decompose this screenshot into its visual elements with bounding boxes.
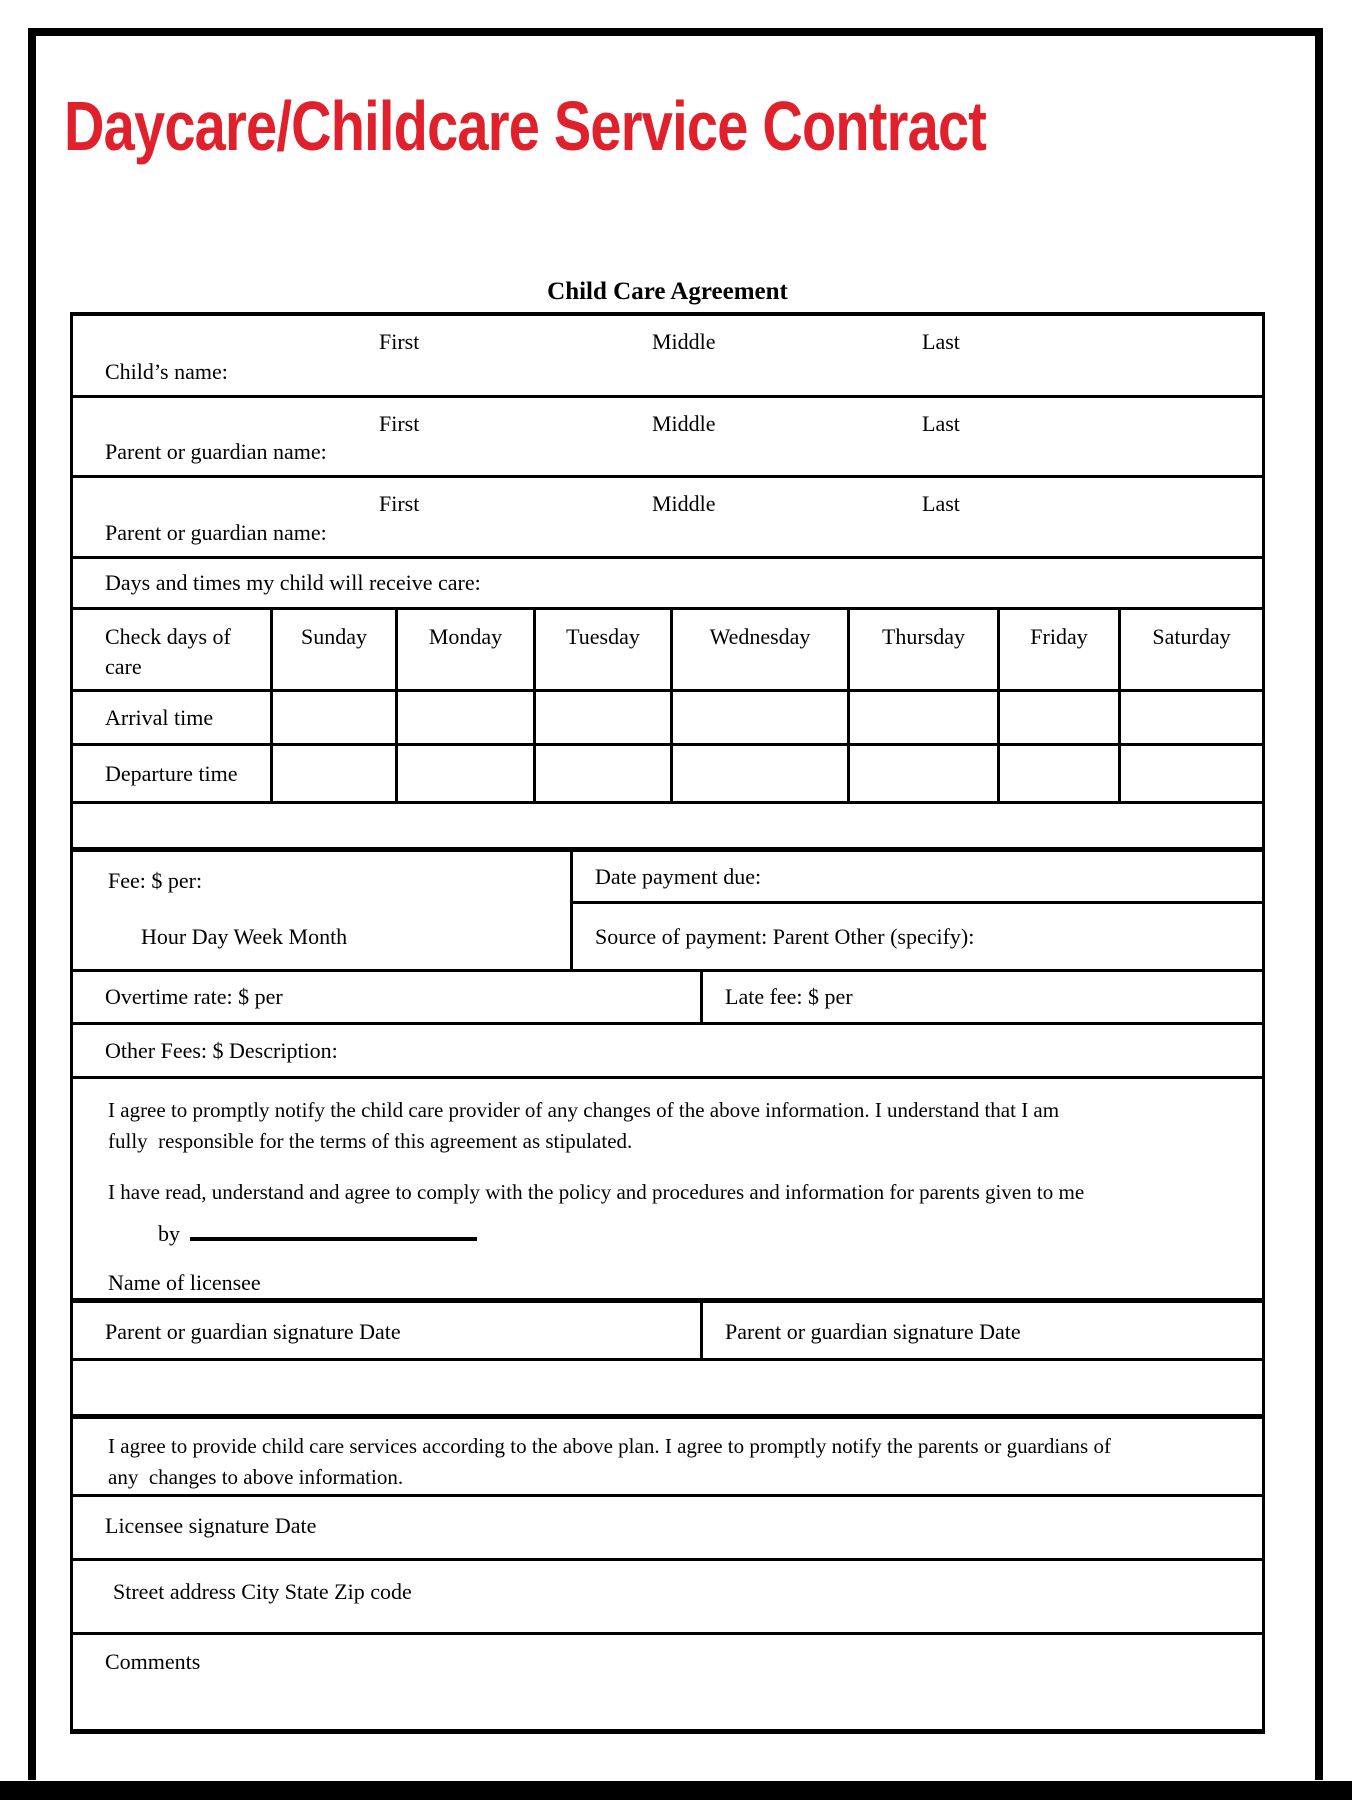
name-of-licensee-label: Name of licensee — [108, 1270, 261, 1295]
fee-units-label: Hour Day Week Month — [141, 924, 348, 949]
child-care-agreement-table — [70, 312, 1265, 1734]
fee-payment-row — [73, 850, 1262, 972]
parent-signature-label: Parent or guardian signature Date — [725, 1319, 1021, 1344]
date-payment-due-cell[interactable] — [573, 852, 1262, 904]
departure-cell-tuesday[interactable] — [533, 746, 670, 801]
departure-time-label: Departure time — [105, 760, 238, 786]
middle-name-column-label: Middle — [652, 491, 716, 516]
first-name-column-label: First — [379, 329, 420, 354]
departure-time-row — [73, 746, 1262, 804]
other-fees-row[interactable] — [73, 1025, 1262, 1079]
departure-cell-thursday[interactable] — [847, 746, 997, 801]
departure-cell-saturday[interactable] — [1118, 746, 1262, 801]
parent-agreement-cell — [73, 1079, 1262, 1301]
parent-signature-cell-right[interactable] — [700, 1303, 1262, 1358]
parent-signature-label: Parent or guardian signature Date — [105, 1319, 401, 1344]
form-heading: Child Care Agreement — [547, 278, 788, 305]
licensee-signature-row[interactable] — [73, 1497, 1262, 1561]
arrival-time-row — [73, 692, 1262, 746]
street-address-label: Street address City State Zip code — [113, 1579, 412, 1604]
provider-agreement-cell — [73, 1417, 1262, 1497]
arrival-cell-sunday[interactable] — [270, 692, 395, 743]
first-name-column-label: First — [379, 491, 420, 516]
last-name-column-label: Last — [922, 491, 960, 516]
day-header-tuesday: Tuesday — [533, 610, 670, 689]
fee-label: Fee: $ per: — [108, 868, 203, 893]
parent-signature-cell-left[interactable] — [73, 1303, 700, 1358]
source-of-payment-cell[interactable] — [573, 904, 1262, 969]
licensee-signature-label: Licensee signature Date — [105, 1513, 317, 1538]
day-header-saturday: Saturday — [1118, 610, 1262, 689]
departure-cell-monday[interactable] — [395, 746, 533, 801]
provider-text-line-1: I agree to provide child care services according to the above plan. I agree to promptly notify the parents or guardians of — [108, 1434, 1111, 1458]
parent-name-label: Parent or guardian name: — [105, 520, 327, 545]
street-address-row[interactable] — [73, 1561, 1262, 1635]
overtime-rate-label: Overtime rate: $ per — [105, 984, 283, 1009]
middle-name-column-label: Middle — [652, 329, 716, 354]
by-row — [158, 1221, 1242, 1247]
page-title: Daycare/Childcare Service Contract — [64, 87, 987, 165]
spacer-row — [73, 804, 1262, 850]
other-fees-label: Other Fees: $ Description: — [105, 1037, 338, 1063]
comments-row[interactable] — [73, 1635, 1262, 1729]
late-fee-label: Late fee: $ per — [725, 984, 853, 1009]
arrival-time-label: Arrival time — [105, 704, 214, 730]
middle-name-column-label: Middle — [652, 411, 716, 436]
parent-name-row-1[interactable] — [73, 398, 1262, 478]
child-name-label: Child’s name: — [105, 359, 228, 384]
overtime-latefee-row — [73, 972, 1262, 1025]
licensee-name-blank-line[interactable] — [190, 1223, 477, 1241]
day-header-row — [73, 610, 1262, 692]
arrival-cell-tuesday[interactable] — [533, 692, 670, 743]
agreement-text-line-2: fully responsible for the terms of this agreement as stipulated. — [108, 1129, 633, 1153]
day-header-thursday: Thursday — [847, 610, 997, 689]
departure-cell-friday[interactable] — [997, 746, 1118, 801]
payment-cell-group — [570, 852, 1262, 969]
parent-name-label: Parent or guardian name: — [105, 439, 327, 464]
departure-cell-sunday[interactable] — [270, 746, 395, 801]
last-name-column-label: Last — [922, 411, 960, 436]
overtime-rate-cell[interactable] — [73, 972, 700, 1022]
days-times-section-row — [73, 559, 1262, 610]
parent-signature-row — [73, 1301, 1262, 1361]
fee-cell[interactable] — [73, 852, 570, 969]
arrival-cell-friday[interactable] — [997, 692, 1118, 743]
day-header-friday: Friday — [997, 610, 1118, 689]
comments-label: Comments — [105, 1649, 201, 1674]
day-header-monday: Monday — [395, 610, 533, 689]
days-times-label: Days and times my child will receive care: — [105, 570, 481, 595]
arrival-cell-thursday[interactable] — [847, 692, 997, 743]
departure-cell-wednesday[interactable] — [670, 746, 847, 801]
spacer-row — [73, 1361, 1262, 1417]
agreement-text-line-1: I agree to promptly notify the child care provider of any changes of the above information. I understand that I am — [108, 1098, 1060, 1122]
arrival-cell-wednesday[interactable] — [670, 692, 847, 743]
late-fee-cell[interactable] — [700, 972, 1262, 1022]
first-name-column-label: First — [379, 411, 420, 436]
arrival-cell-monday[interactable] — [395, 692, 533, 743]
day-header-wednesday: Wednesday — [670, 610, 847, 689]
arrival-cell-saturday[interactable] — [1118, 692, 1262, 743]
check-days-label: Check days of care — [105, 624, 231, 679]
provider-text-line-2: any changes to above information. — [108, 1465, 404, 1489]
last-name-column-label: Last — [922, 329, 960, 354]
source-of-payment-label: Source of payment: Parent Other (specify): — [595, 923, 975, 949]
child-name-row[interactable] — [73, 316, 1262, 398]
bottom-black-bar — [0, 1781, 1352, 1800]
parent-name-row-2[interactable] — [73, 478, 1262, 559]
by-label: by — [158, 1221, 180, 1246]
date-payment-due-label: Date payment due: — [595, 863, 762, 889]
day-header-sunday: Sunday — [270, 610, 395, 689]
agreement-text-line-3: I have read, understand and agree to comply with the policy and procedures and information for parents given to me — [108, 1180, 1085, 1204]
